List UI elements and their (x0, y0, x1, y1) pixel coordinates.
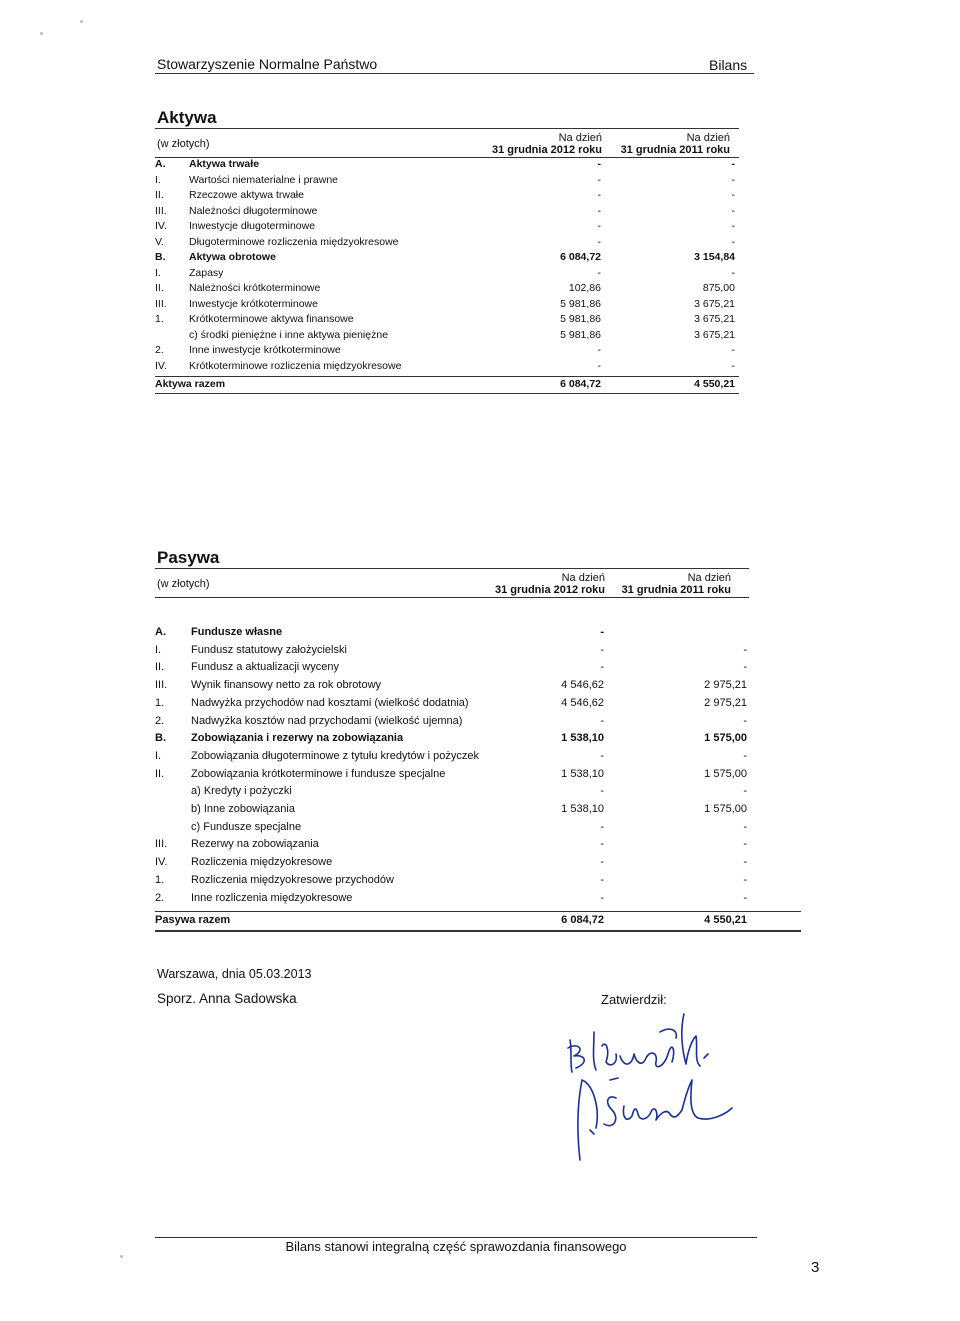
row-number: IV. (155, 856, 168, 869)
value-2012: - (600, 749, 604, 762)
pasywa-col-2011-line2: 31 grudnia 2011 roku (621, 584, 731, 596)
aktywa-row (155, 173, 739, 188)
aktywa-row (155, 343, 739, 358)
aktywa-col-2012 (462, 132, 602, 156)
row-label: Rezerwy na zobowiązania (191, 838, 319, 851)
value-2012: - (600, 661, 604, 674)
value-2011: 3 154,84 (694, 251, 735, 263)
value-2011: - (731, 173, 735, 186)
pasywa-row (155, 819, 749, 836)
value-2011: 3 675,21 (694, 297, 735, 310)
value-2011: - (731, 235, 735, 248)
row-label: Fundusz a aktualizacji wyceny (191, 661, 339, 674)
row-label: c) Fundusze specjalne (191, 820, 302, 833)
value-2012: - (597, 359, 601, 372)
pasywa-row (155, 624, 749, 641)
row-number: 2. (155, 891, 165, 904)
aktywa-top-rule (155, 128, 739, 129)
row-number: III. (155, 679, 168, 692)
value-2012: 102,86 (568, 282, 601, 294)
signature-1 (568, 1014, 708, 1072)
pasywa-row (155, 890, 749, 907)
pasywa-total-2012: 6 084,72 (561, 914, 604, 926)
pasywa-total-label: Pasywa razem (155, 914, 231, 926)
value-2012: 4 546,62 (561, 679, 604, 692)
scan-speck (120, 1255, 123, 1258)
value-2012: - (600, 714, 604, 727)
value-2012: - (597, 266, 601, 279)
value-2011: - (731, 158, 735, 170)
row-number: I. (155, 643, 162, 656)
aktywa-row (155, 157, 739, 172)
header-rule (155, 73, 754, 74)
aktywa-total-row (155, 377, 739, 393)
aktywa-total-2011: 4 550,21 (694, 378, 735, 390)
value-2012: - (597, 173, 601, 186)
row-label: c) środki pieniężne i inne aktywa pieniężne (189, 328, 389, 341)
value-2011: 1 575,00 (704, 803, 747, 815)
aktywa-row (155, 281, 739, 296)
pasywa-row (155, 783, 749, 800)
row-number: B. (155, 251, 166, 263)
pasywa-col-2012-line2: 31 grudnia 2012 roku (494, 584, 605, 596)
row-label: Fundusze własne (191, 626, 283, 638)
row-number: III. (155, 838, 168, 851)
pasywa-row (155, 872, 749, 889)
value-2011: - (743, 856, 747, 869)
value-2011: - (743, 873, 747, 886)
row-label: Aktywa obrotowe (189, 251, 276, 263)
aktywa-table (155, 157, 739, 377)
row-label: Rozliczenia międzyokresowe (191, 856, 333, 869)
row-label: b) Inne zobowiązania (191, 803, 295, 815)
aktywa-row (155, 204, 739, 219)
aktywa-unit: (w złotych) (157, 138, 210, 150)
row-label: Rozliczenia międzyokresowe przychodów (191, 873, 394, 886)
value-2011: - (731, 359, 735, 372)
value-2012: - (597, 204, 601, 217)
prepared-by: Sporz. Anna Sadowska (157, 991, 297, 1006)
value-2011: 3 675,21 (694, 328, 735, 341)
value-2012: - (597, 189, 601, 201)
aktywa-row (155, 328, 739, 343)
row-number: II. (155, 661, 165, 674)
value-2012: - (600, 820, 604, 833)
row-number: 1. (155, 313, 164, 325)
aktywa-bottom-rule (155, 393, 739, 394)
handwritten-signatures (560, 1010, 760, 1170)
row-label: Inwestycje krótkoterminowe (189, 297, 318, 310)
pasywa-row (155, 836, 749, 853)
value-2011: 2 975,21 (704, 679, 747, 692)
row-number: II. (155, 767, 165, 780)
aktywa-col-2011 (590, 132, 730, 156)
scan-speck (40, 32, 43, 35)
value-2011: - (743, 643, 747, 656)
row-label: a) Kredyty i pożyczki (191, 785, 292, 798)
value-2011: 1 575,00 (704, 732, 747, 745)
pasywa-row (155, 713, 749, 730)
value-2012: 6 084,72 (560, 251, 601, 263)
row-label: Krótkoterminowe aktywa finansowe (189, 313, 354, 325)
row-number: 1. (155, 873, 165, 886)
value-2012: - (600, 785, 604, 798)
signature-2 (578, 1078, 732, 1160)
value-2012: 1 538,10 (561, 732, 604, 745)
row-number: III. (155, 297, 167, 310)
row-number: A. (155, 626, 166, 638)
value-2012: - (600, 643, 604, 656)
value-2011: - (743, 785, 747, 798)
row-number: 1. (155, 696, 165, 709)
pasywa-row (155, 642, 749, 659)
pasywa-table (155, 624, 749, 914)
aktywa-row (155, 297, 739, 312)
pasywa-top-rule (155, 568, 749, 569)
row-label: Krótkoterminowe rozliczenia międzyokresowe (189, 359, 402, 372)
document-type: Bilans (709, 57, 748, 73)
aktywa-col-2012-line2: 31 grudnia 2012 roku (491, 144, 602, 156)
pasywa-row (155, 801, 749, 818)
aktywa-row (155, 250, 739, 265)
pasywa-row (155, 659, 749, 676)
pasywa-bottom-rule (155, 930, 801, 932)
pasywa-col-2011 (591, 572, 731, 596)
aktywa-total-label: Aktywa razem (155, 378, 226, 390)
value-2011: - (731, 344, 735, 356)
value-2012: - (597, 344, 601, 356)
value-2011: - (731, 266, 735, 279)
pasywa-row (155, 730, 749, 747)
row-number: A. (155, 158, 166, 170)
value-2011: - (731, 189, 735, 201)
value-2011: - (731, 220, 735, 232)
scan-speck (80, 20, 83, 23)
row-label: Zapasy (189, 266, 224, 279)
pasywa-col-2012 (465, 572, 605, 596)
aktywa-col-2012-line1: Na dzień (558, 132, 602, 144)
pasywa-row (155, 748, 749, 765)
row-label: Należności krótkoterminowe (189, 282, 321, 294)
value-2011: - (743, 661, 747, 674)
value-2012: 5 981,86 (560, 313, 601, 325)
approved-label: Zatwierdził: (601, 992, 667, 1007)
aktywa-col-2011-line2: 31 grudnia 2011 roku (620, 144, 730, 156)
row-label: Aktywa trwałe (189, 158, 260, 170)
value-2011: 875,00 (702, 282, 735, 294)
row-number: I. (155, 749, 162, 762)
footer-note: Bilans stanowi integralną część sprawozdania finansowego (285, 1239, 627, 1254)
value-2011: - (743, 820, 747, 833)
row-number: I. (155, 266, 161, 279)
aktywa-total-2012: 6 084,72 (560, 378, 601, 390)
pasywa-head-rule (155, 597, 749, 598)
row-label: Inne inwestycje krótkoterminowe (189, 344, 341, 356)
aktywa-row (155, 219, 739, 234)
row-number: I. (155, 173, 161, 186)
row-number: V. (155, 235, 164, 248)
page-number: 3 (811, 1259, 820, 1276)
row-label: Zobowiązania długoterminowe z tytułu kredytów i pożyczek (191, 749, 479, 762)
pasywa-row (155, 854, 749, 871)
row-number: 2. (155, 714, 165, 727)
row-label: Inwestycje długoterminowe (189, 220, 316, 232)
row-number: III. (155, 204, 167, 217)
place-date: Warszawa, dnia 05.03.2013 (157, 967, 312, 981)
value-2012: - (597, 158, 601, 170)
pasywa-row (155, 677, 749, 694)
value-2012: - (600, 891, 604, 904)
value-2012: - (600, 838, 604, 851)
pasywa-row (155, 766, 749, 783)
value-2011: - (743, 891, 747, 904)
value-2012: - (600, 856, 604, 869)
aktywa-row (155, 188, 739, 203)
value-2011: - (743, 838, 747, 851)
pasywa-title: Pasywa (157, 548, 220, 567)
row-label: Zobowiązania i rezerwy na zobowiązania (191, 732, 404, 745)
value-2012: - (600, 626, 604, 638)
row-number: 2. (155, 344, 164, 356)
footer-rule (155, 1237, 757, 1238)
pasywa-unit: (w złotych) (157, 578, 210, 590)
row-label: Rzeczowe aktywa trwałe (189, 189, 304, 201)
row-label: Należności długoterminowe (189, 204, 318, 217)
row-label: Fundusz statutowy założycielski (191, 643, 347, 656)
aktywa-col-2011-line1: Na dzień (686, 132, 730, 144)
row-label: Długoterminowe rozliczenia międzyokresowe (189, 235, 399, 248)
value-2012: 1 538,10 (561, 803, 604, 815)
row-label: Nadwyżka przychodów nad kosztami (wielkość dodatnia) (191, 696, 469, 709)
aktywa-row (155, 235, 739, 250)
pasywa-col-2011-line1: Na dzień (687, 572, 731, 584)
value-2012: 4 546,62 (561, 696, 604, 709)
aktywa-row (155, 312, 739, 327)
value-2012: 1 538,10 (561, 767, 604, 780)
row-number: II. (155, 189, 164, 201)
row-number: IV. (155, 220, 167, 232)
aktywa-row (155, 359, 739, 374)
organization-name: Stowarzyszenie Normalne Państwo (157, 56, 378, 72)
row-number: IV. (155, 359, 167, 372)
value-2012: - (597, 235, 601, 248)
value-2011: 2 975,21 (704, 696, 747, 709)
row-label: Zobowiązania krótkoterminowe i fundusze specjalne (191, 767, 446, 780)
value-2011: 1 575,00 (704, 767, 747, 780)
value-2011: - (743, 749, 747, 762)
pasywa-total-2011: 4 550,21 (704, 914, 747, 926)
value-2011: - (731, 204, 735, 217)
value-2012: - (600, 873, 604, 886)
row-label: Inne rozliczenia międzyokresowe (191, 891, 353, 904)
value-2012: 5 981,86 (560, 328, 601, 341)
row-label: Nadwyżka kosztów nad przychodami (wielkość ujemna) (191, 714, 463, 727)
value-2011: - (743, 714, 747, 727)
aktywa-row (155, 266, 739, 281)
row-number: B. (155, 732, 166, 745)
value-2012: - (597, 220, 601, 232)
row-label: Wynik finansowy netto za rok obrotowy (191, 679, 382, 692)
value-2011: 3 675,21 (694, 313, 735, 325)
pasywa-total-row (155, 912, 749, 930)
value-2012: 5 981,86 (560, 297, 601, 310)
pasywa-row (155, 695, 749, 712)
row-label: Wartości niematerialne i prawne (189, 173, 339, 186)
pasywa-col-2012-line1: Na dzień (561, 572, 605, 584)
aktywa-title: Aktywa (157, 108, 217, 127)
row-number: II. (155, 282, 164, 294)
